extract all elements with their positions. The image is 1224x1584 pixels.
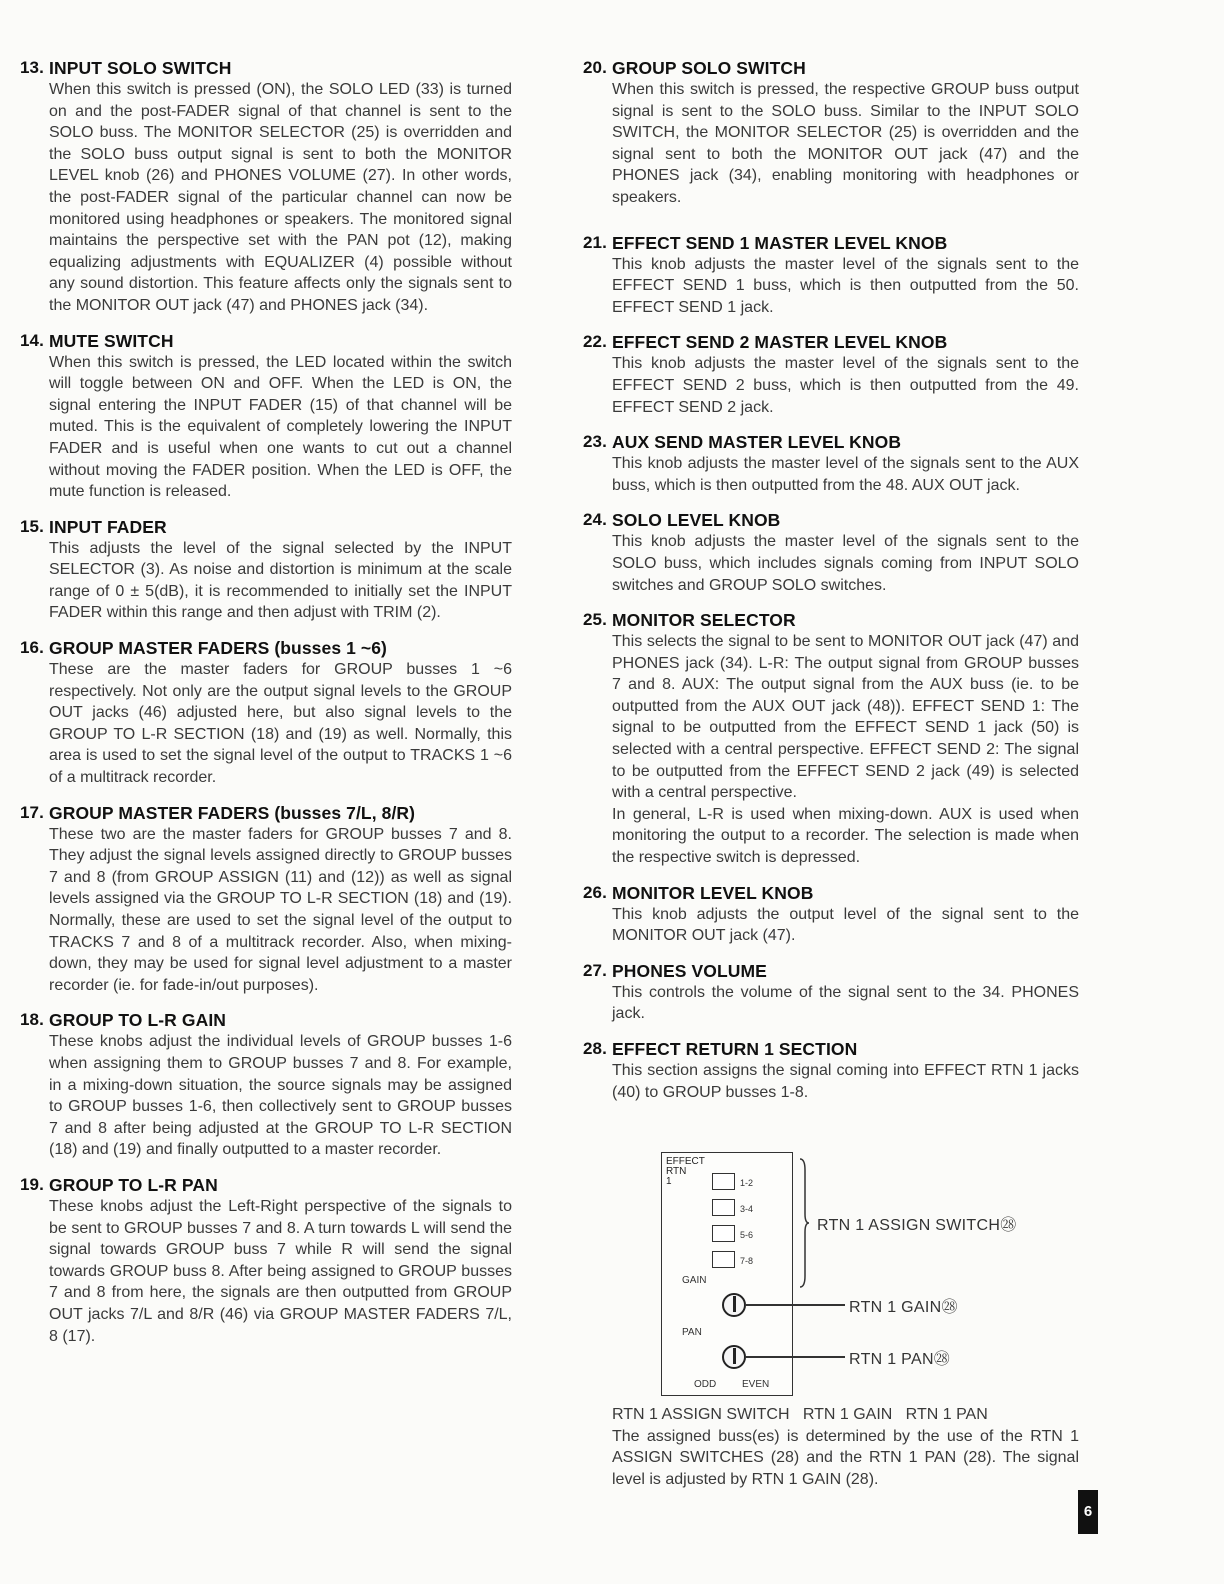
section-20	[583, 58, 1079, 209]
section-heading	[20, 1174, 512, 1195]
section-title: EFFECT RETURN 1 SECTION	[612, 1039, 858, 1059]
diagram-caption	[583, 1404, 1079, 1496]
brace-icon	[799, 1158, 809, 1288]
section-text: These knobs adjust the Left-Right perspective of the signals to be sent to GROUP busses 7 and 8. A turn towards L will send the signal towards GROUP buss 7 while R will send the signal towards GROUP buss 8. After being assigned to GROUP busses 7 and 8 from here, the signals are then outputted from GROUP OUT jacks 7/L and 8/R (46) via GROUP MASTER FADERS 7/L, 8 (17).	[49, 1197, 512, 1345]
assign-switch-7-8[interactable]	[712, 1251, 735, 1268]
section-heading	[583, 58, 1079, 78]
callout-gain: RTN 1 GAIN㉘	[849, 1299, 958, 1316]
callout-pan: RTN 1 PAN㉘	[849, 1351, 951, 1368]
section-heading	[583, 510, 1079, 531]
callout-assign-switch: RTN 1 ASSIGN SWITCH㉘	[817, 1217, 1017, 1234]
section-title: MONITOR SELECTOR	[612, 610, 796, 631]
gain-leader-line	[745, 1304, 845, 1306]
section-14	[20, 331, 512, 503]
section-title: EFFECT SEND 2 MASTER LEVEL KNOB	[612, 332, 948, 353]
section-heading	[583, 610, 1079, 631]
section-21	[583, 233, 1079, 319]
section-heading	[20, 516, 512, 537]
left-column	[20, 58, 512, 1353]
section-19	[20, 1175, 512, 1347]
section-text: This selects the signal to be sent to MONITOR OUT jack (47) and PHONES jack (34). L-R: The output signal from GROUP busses 7 and 8. AUX: The output signal from the AUX buss (ie. to be outputted from the AUX OUT jack (48)). EFFECT SEND 1: The signal to be outputted from the EFFECT SEND 1 jack (50) is selected with a central perspective. EFFECT SEND 2: The signal to be outputted from the EFFECT SEND 2 jack (49) is selected with a central perspective.	[612, 633, 1079, 802]
even-label: EVEN	[742, 1379, 770, 1390]
assign-switch-1-2[interactable]	[712, 1173, 735, 1190]
section-text: This section assigns the signal coming into EFFECT RTN 1 jacks (40) to GROUP busses 1-8.	[612, 1062, 1079, 1101]
section-title: GROUP SOLO SWITCH	[612, 58, 806, 78]
section-17	[20, 803, 512, 997]
right-column	[583, 58, 1079, 1109]
section-23	[583, 432, 1079, 496]
section-text-continued: In general, L-R is used when mixing-down. AUX is used when monitoring the output to a recorder. The selection is made when the respective switch is depressed.	[612, 805, 1079, 867]
section-number: 22.	[583, 332, 607, 352]
rtn-gain-knob[interactable]	[722, 1293, 746, 1317]
section-title: MONITOR LEVEL KNOB	[612, 882, 814, 903]
caption-block	[583, 1404, 1079, 1490]
switch-label: 5-6	[740, 1230, 754, 1240]
section-number: 26.	[583, 882, 607, 902]
section-number: 17.	[20, 802, 44, 822]
section-text: This controls the volume of the signal sent to the 34. PHONES jack.	[612, 983, 1079, 1023]
section-text: When this switch is pressed, the LED located within the switch will toggle between ON and OFF. When the LED is ON, the signal entering the INPUT FADER (15) of that channel will be muted. This is the equivalent of completely lowering the INPUT FADER and is useful when one wants to cut out a channel without moving the FADER position. When the LED is OFF, the mute function is released.	[49, 353, 512, 501]
section-text: This knob adjusts the master level of the signals sent to the EFFECT SEND 1 buss, which is then outputted from the 50. EFFECT SEND 1 jack.	[612, 255, 1079, 316]
page-number: 6	[1078, 1490, 1098, 1534]
odd-label: ODD	[694, 1379, 717, 1390]
section-number: 14.	[20, 330, 44, 350]
section-number: 25.	[583, 610, 607, 630]
section-title: GROUP TO L-R GAIN	[49, 1010, 227, 1031]
section-text: This knob adjusts the master level of the signals sent to the SOLO buss, which includes signals coming from INPUT SOLO switches and GROUP SOLO switches.	[612, 533, 1079, 594]
switch-label: 3-4	[740, 1204, 754, 1214]
section-27	[583, 961, 1079, 1025]
section-number: 16.	[20, 638, 44, 658]
section-number: 21.	[583, 232, 607, 252]
section-title: INPUT FADER	[49, 516, 167, 537]
section-title: INPUT SOLO SWITCH	[49, 58, 232, 78]
section-number: 15.	[20, 516, 44, 536]
section-title: MUTE SWITCH	[49, 330, 174, 351]
section-heading	[20, 638, 512, 659]
section-number: 24.	[583, 510, 607, 530]
section-number: 13.	[20, 58, 44, 77]
section-text: These are the master faders for GROUP busses 1 ~6 respectively. Not only are the output signal levels to the GROUP OUT jacks (46) adjusted here, but also signal levels to the GROUP TO L-R SECTION (18) and (19) as well. Normally, this area is used to set the signal level of the output to TRACKS 1 ~6 of a multitrack recorder.	[49, 661, 512, 787]
section-text: These knobs adjust the individual levels of GROUP busses 1-6 when assigning them to GROUP busses 7 and 8. For example, in a mixing-down situation, the source signals may be assigned to GROUP busses 1-6, then collectively sent to GROUP busses 7 and 8 after being adjusted at the GROUP TO L-R SECTION (18) and (19) and finally outputted to a master recorder.	[49, 1033, 512, 1159]
panel-title	[666, 1157, 705, 1187]
effect-rtn-panel	[661, 1152, 793, 1396]
effect-return-diagram	[661, 1152, 1221, 1400]
section-text: This knob adjusts the master level of the signals sent to the AUX buss, which is then outputted from the 48. AUX OUT jack.	[612, 455, 1079, 494]
section-heading	[20, 1010, 512, 1031]
panel-title-line: 1	[666, 1176, 672, 1187]
section-number: 23.	[583, 432, 607, 452]
panel-title-line: RTN	[666, 1166, 687, 1177]
section-text: When this switch is pressed (ON), the SOLO LED (33) is turned on and the post-FADER signal of that channel is sent to the SOLO buss. The MONITOR SELECTOR (25) is overridden and the SOLO buss output signal is sent to both the MONITOR LEVEL knob (26) and PHONES VOLUME (27). In other words, the post-FADER signal of the particular channel can now be monitored using headphones or speakers. The monitored signal maintains the perspective set with the PAN pot (12), making equalizing adjustments with EQUALIZER (4) possible without any sound distortion. This feature affects only the signals sent to the MONITOR OUT jack (47) and PHONES jack (34).	[49, 81, 512, 314]
section-text: When this switch is pressed, the respective GROUP buss output signal is sent to the SOLO buss. Similar to the INPUT SOLO SWITCH, the MONITOR SELECTOR (25) is overridden and the signal sent to both the MONITOR OUT jack (47) and the PHONES jack (34), enabling monitoring with headphones or speakers.	[612, 81, 1079, 206]
section-heading	[20, 802, 512, 823]
section-heading	[583, 432, 1079, 453]
caption-text: The assigned buss(es) is determined by the use of the RTN 1 ASSIGN SWITCHES (28) and the RTN 1 PAN (28). The signal level is adjusted by RTN 1 GAIN (28).	[612, 1427, 1079, 1488]
section-25	[583, 610, 1079, 869]
switch-label: 7-8	[740, 1256, 754, 1266]
section-title: GROUP MASTER FADERS (busses 1 ~6)	[49, 638, 387, 659]
section-heading	[583, 882, 1079, 903]
panel-title-line: EFFECT	[666, 1156, 705, 1167]
switch-label: 1-2	[740, 1178, 754, 1188]
section-28	[583, 1039, 1079, 1103]
section-title: SOLO LEVEL KNOB	[612, 510, 781, 531]
section-text: This adjusts the level of the signal selected by the INPUT SELECTOR (3). As noise and distortion is minimum at the scale range of 0 ± 5(dB), it is recommended to initially set the INPUT FADER within this range and then adjust with TRIM (2).	[49, 539, 512, 622]
section-number: 19.	[20, 1174, 44, 1194]
gain-label: GAIN	[682, 1275, 707, 1286]
section-24	[583, 510, 1079, 596]
section-heading	[20, 58, 512, 78]
section-heading	[583, 960, 1079, 981]
pan-label: PAN	[682, 1327, 702, 1338]
section-26	[583, 883, 1079, 947]
section-number: 27.	[583, 960, 607, 980]
caption-line: RTN 1 ASSIGN SWITCH RTN 1 GAIN RTN 1 PAN	[612, 1406, 988, 1423]
pan-leader-line	[745, 1356, 845, 1358]
section-title: PHONES VOLUME	[612, 960, 767, 981]
section-13	[20, 58, 512, 317]
section-number: 28.	[583, 1039, 607, 1058]
section-text: This knob adjusts the master level of the signals sent to the EFFECT SEND 2 buss, which is then outputted from the 49. EFFECT SEND 2 jack.	[612, 355, 1079, 416]
section-number: 20.	[583, 58, 607, 77]
section-text: This knob adjusts the output level of the signal sent to the MONITOR OUT jack (47).	[612, 905, 1079, 945]
section-heading	[583, 232, 1079, 253]
section-22	[583, 332, 1079, 418]
section-heading	[20, 330, 512, 351]
section-16	[20, 638, 512, 789]
section-text: These two are the master faders for GROUP busses 7 and 8. They adjust the signal levels assigned directly to GROUP busses 7 and 8 (from GROUP ASSIGN (11) and (12)) as well as signal levels assigned via the GROUP TO L-R SECTION (18) and (19). Normally, these are used to set the signal level of the output to TRACKS 7 and 8 of a multitrack recorder. Also, when mixing-down, they may be used for signal level adjustment to a master recorder (ie. for fade-in/out purposes).	[49, 825, 512, 994]
rtn-pan-knob[interactable]	[722, 1345, 746, 1369]
section-title: EFFECT SEND 1 MASTER LEVEL KNOB	[612, 232, 948, 253]
section-15	[20, 517, 512, 624]
assign-switch-3-4[interactable]	[712, 1199, 735, 1216]
section-18	[20, 1010, 512, 1161]
assign-switch-5-6[interactable]	[712, 1225, 735, 1242]
section-heading	[583, 1039, 1079, 1059]
section-heading	[583, 332, 1079, 353]
section-title: GROUP TO L-R PAN	[49, 1174, 218, 1195]
section-title: GROUP MASTER FADERS (busses 7/L, 8/R)	[49, 802, 416, 823]
section-title: AUX SEND MASTER LEVEL KNOB	[612, 432, 902, 453]
section-number: 18.	[20, 1010, 44, 1030]
